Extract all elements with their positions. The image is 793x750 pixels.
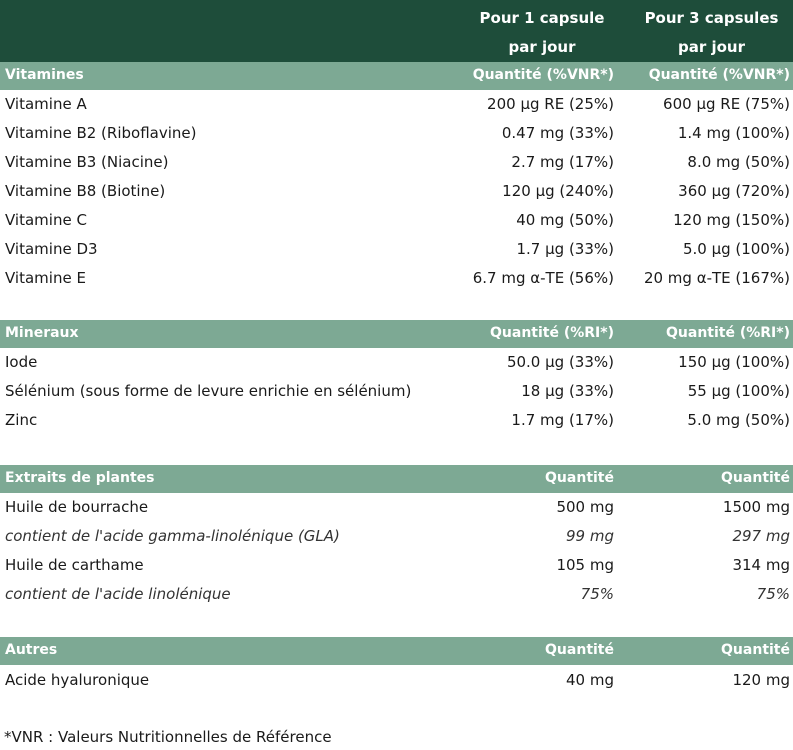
value-1-capsule: 1.7 µg (33%): [516, 240, 614, 258]
column-header-3-capsules: [630, 4, 793, 62]
nutrient-name: Vitamine C: [5, 211, 87, 229]
table-row: [0, 236, 793, 265]
value-1-capsule: 105 mg: [556, 556, 614, 574]
section-column-label: Quantité: [721, 642, 790, 658]
value-3-capsules: 5.0 mg (50%): [687, 411, 790, 429]
section-header-mineraux: [0, 320, 793, 348]
nutrient-name: Zinc: [5, 411, 38, 429]
value-1-capsule: 18 µg (33%): [521, 382, 614, 400]
nutrient-name: Vitamine B8 (Biotine): [5, 182, 166, 200]
value-1-capsule: 75%: [580, 585, 614, 603]
table-row: [0, 349, 793, 378]
table-row: [0, 178, 793, 207]
section-title: Mineraux: [5, 325, 79, 341]
column-header-line: par jour: [508, 38, 576, 56]
table-row: [0, 120, 793, 149]
value-3-capsules: 8.0 mg (50%): [687, 153, 790, 171]
column-header-1-capsule: [462, 4, 622, 62]
value-3-capsules: 1.4 mg (100%): [677, 124, 790, 142]
table-row: [0, 494, 793, 523]
value-3-capsules: 1500 mg: [722, 498, 790, 516]
section-header-plantes: [0, 465, 793, 493]
value-3-capsules: 120 mg: [732, 671, 790, 689]
value-1-capsule: 99 mg: [566, 527, 614, 545]
value-3-capsules: 75%: [756, 585, 790, 603]
section-column-label: Quantité: [545, 642, 614, 658]
column-header-line: Pour 1 capsule: [479, 9, 605, 27]
section-column-label: Quantité: [721, 470, 790, 486]
value-1-capsule: 6.7 mg α-TE (56%): [472, 269, 614, 287]
value-1-capsule: 40 mg (50%): [516, 211, 614, 229]
column-header-line: Pour 3 capsules: [644, 9, 779, 27]
value-1-capsule: 200 µg RE (25%): [487, 95, 614, 113]
table-row: [0, 91, 793, 120]
nutrient-name: Vitamine B3 (Niacine): [5, 153, 169, 171]
nutrient-name: contient de l'acide linolénique: [5, 585, 231, 603]
nutrient-name: Vitamine E: [5, 269, 86, 287]
table-row: [0, 581, 793, 610]
table-row: [0, 552, 793, 581]
table-row: [0, 207, 793, 236]
column-header-line: par jour: [677, 38, 745, 56]
value-1-capsule: 0.47 mg (33%): [501, 124, 614, 142]
nutrient-name: Huile de bourrache: [5, 498, 149, 516]
value-3-capsules: 5.0 µg (100%): [682, 240, 790, 258]
value-3-capsules: 120 mg (150%): [673, 211, 790, 229]
nutrient-name: Huile de carthame: [5, 556, 144, 574]
nutrient-name: Iode: [5, 353, 38, 371]
table-row: [0, 667, 793, 696]
section-header-autres: [0, 637, 793, 665]
section-column-label: Quantité (%VNR*): [648, 67, 790, 83]
value-3-capsules: 314 mg: [732, 556, 790, 574]
table-row: [0, 523, 793, 552]
value-3-capsules: 297 mg: [732, 527, 790, 545]
nutrient-name: contient de l'acide gamma-linolénique (GLA): [5, 527, 340, 545]
nutrient-name: Vitamine B2 (Riboflavine): [5, 124, 197, 142]
table-row: [0, 378, 793, 407]
nutrient-name: Sélénium (sous forme de levure enrichie en sélénium): [5, 382, 412, 400]
section-column-label: Quantité (%RI*): [490, 325, 614, 341]
value-1-capsule: 1.7 mg (17%): [511, 411, 614, 429]
value-3-capsules: 55 µg (100%): [687, 382, 790, 400]
section-column-label: Quantité: [545, 470, 614, 486]
footnote: *VNR : Valeurs Nutritionnelles de Référence: [4, 728, 332, 746]
section-title: Autres: [5, 642, 58, 658]
value-1-capsule: 500 mg: [556, 498, 614, 516]
section-title: Vitamines: [5, 67, 84, 83]
section-header-vitamines: [0, 62, 793, 90]
table-row: [0, 149, 793, 178]
value-3-capsules: 20 mg α-TE (167%): [643, 269, 790, 287]
value-3-capsules: 150 µg (100%): [678, 353, 790, 371]
table-row: [0, 265, 793, 294]
table-header: [0, 0, 793, 62]
value-1-capsule: 40 mg: [566, 671, 614, 689]
nutrient-name: Acide hyaluronique: [5, 671, 150, 689]
value-3-capsules: 600 µg RE (75%): [663, 95, 790, 113]
nutrient-name: Vitamine A: [5, 95, 87, 113]
table-row: [0, 407, 793, 436]
section-column-label: Quantité (%VNR*): [472, 67, 614, 83]
value-3-capsules: 360 µg (720%): [678, 182, 790, 200]
nutrient-name: Vitamine D3: [5, 240, 98, 258]
value-1-capsule: 120 µg (240%): [502, 182, 614, 200]
value-1-capsule: 50.0 µg (33%): [506, 353, 614, 371]
section-column-label: Quantité (%RI*): [666, 325, 790, 341]
section-title: Extraits de plantes: [5, 470, 155, 486]
value-1-capsule: 2.7 mg (17%): [511, 153, 614, 171]
